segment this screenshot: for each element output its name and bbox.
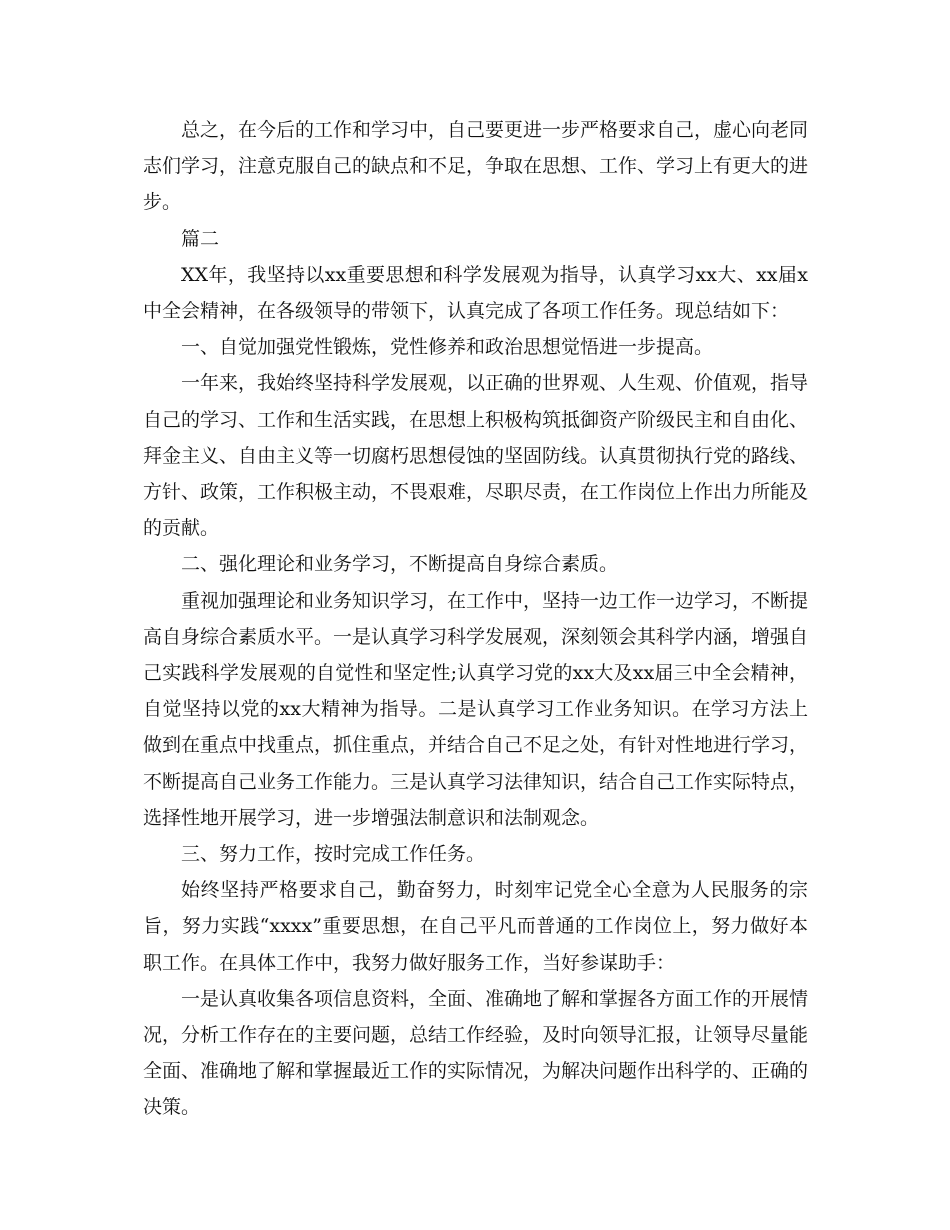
closing-paragraph: 总之，在今后的工作和学习中，自己要更进一步严格要求自己，虚心向老同志们学习，注意克服自己的缺点和不足，争取在思想、工作、学习上有更大的进步。 xyxy=(143,119,809,214)
heading-one: 一、自觉加强党性锻炼，党性修养和政治思想觉悟进一步提高。 xyxy=(181,336,714,359)
body-paragraph-one: 一年来，我始终坚持科学发展观，以正确的世界观、人生观、价值观，指导自己的学习、工作和生活实践，在思想上积极构筑抵御资产阶级民主和自由化、拜金主义、自由主义等一切腐朽思想侵蚀的坚固防线。认真贯彻执行党的路线、方针、政策，工作积极主动，不畏艰难，尽职尽责，在工作岗位上作出力所能及的贡献。 xyxy=(143,372,809,540)
intro-paragraph: XX年，我坚持以xx重要思想和科学发展观为指导，认真学习xx大、xx届x中全会精神，在各级领导的带领下，认真完成了各项工作任务。现总结如下： xyxy=(143,263,808,323)
heading-two: 二、强化理论和业务学习，不断提高自身综合素质。 xyxy=(181,553,619,576)
body-paragraph-three: 始终坚持严格要求自己，勤奋努力，时刻牢记党全心全意为人民服务的宗旨，努力实践“xxxx”重要思想，在自己平凡而普通的工作岗位上，努力做好本职工作。在具体工作中，我努力做好服务工作，当好参谋助手： xyxy=(143,879,808,974)
section-heading-part-two: 篇二 xyxy=(181,227,220,250)
body-paragraph-two: 重视加强理论和业务知识学习，在工作中，坚持一边工作一边学习，不断提高自身综合素质水平。一是认真学习科学发展观，深刻领会其科学内涵，增强自己实践科学发展观的自觉性和坚定性;认真学习党的xx大及xx届三中全会精神，自觉坚持以党的xx大精神为指导。二是认真学习工作业务知识。在学习方法上做到在重点中找重点，抓住重点，并结合自己不足之处，有针对性地进行学习，不断提高自己业务工作能力。三是认真学习法律知识，结合自己工作实际特点，选择性地开展学习，进一步增强法制意识和法制观念。 xyxy=(143,589,809,829)
document-page xyxy=(143,112,808,1126)
heading-three: 三、努力工作，按时完成工作任务。 xyxy=(181,843,486,866)
body-paragraph-four: 一是认真收集各项信息资料，全面、准确地了解和掌握各方面工作的开展情况，分析工作存在的主要问题，总结工作经验，及时向领导汇报，让领导尽量能全面、准确地了解和掌握最近工作的实际情况，为解决问题作出科学的、正确的决策。 xyxy=(143,987,809,1119)
